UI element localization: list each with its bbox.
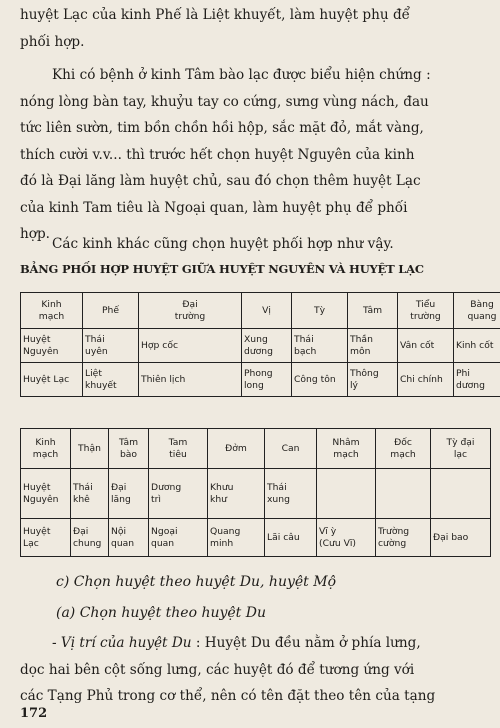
table-header-cell (71, 429, 109, 469)
table-2-row-lac (21, 519, 491, 557)
paragraph-3 (20, 231, 484, 258)
cell-text-line: Quang (210, 525, 241, 537)
cell-text-line: Đại bao (433, 531, 469, 543)
lead-term: - Vị trí của huyệt Du (52, 635, 192, 651)
cell-text-line: quang (467, 310, 497, 322)
table-header-cell (139, 293, 242, 329)
table-cell (292, 363, 348, 397)
text-line: đó là Đại lăng làm huyệt chủ, sau đó chọn thêm huyệt Lạc (20, 173, 421, 189)
cell-text-line: quan (111, 537, 135, 549)
table-header-cell (83, 293, 139, 329)
cell-text-line: trì (151, 493, 161, 505)
cell-text-line: Phế (101, 304, 120, 316)
cell-text-line: Tỳ (313, 304, 326, 316)
table-header-cell (242, 293, 292, 329)
cell-text-line: quan (151, 537, 175, 549)
table-cell (139, 329, 242, 363)
cell-text-line: Huyệt (23, 333, 51, 345)
cell-text-line: Thần (350, 333, 373, 345)
table-header-cell (431, 429, 491, 469)
cell-text-line: mạch (390, 448, 416, 460)
cell-text-line: Nhâm (332, 436, 360, 448)
table-header-cell (376, 429, 431, 469)
cell-text-line: Đại (73, 525, 89, 537)
text-fragment: : Huyệt Du đều nằm ở phía lưng, (191, 635, 421, 651)
cell-text-line: Huyệt Lạc (23, 373, 70, 385)
table-1-row-lac (21, 363, 500, 397)
table-cell (71, 519, 109, 557)
cell-text-line: Đại (111, 481, 127, 493)
table-cell (109, 469, 149, 519)
cell-text-line: Tâm (362, 304, 383, 316)
table-cell (21, 519, 71, 557)
cell-text-line: bào (119, 448, 138, 460)
table-cell (149, 519, 208, 557)
table-caption: BẢNG PHỐI HỢP HUYỆT GIỮA HUYỆT NGUYÊN VÀ HUYỆT LẠC (20, 262, 424, 276)
text-line: của kinh Tam tiêu là Ngoại quan, làm huyệt phụ để phối (20, 199, 408, 216)
text-line: phối hợp. (20, 33, 85, 50)
cell-text-line: Thái (85, 333, 105, 345)
text-line: tức liên sườn, tim bồn chồn hồi hộp, sắc mặt đỏ, mắt vàng, (20, 120, 424, 136)
cell-text-line: Đởm (225, 442, 247, 454)
cell-text-line: Phong (244, 367, 273, 379)
cell-text-line: mạch (32, 448, 59, 460)
cell-text-line: (Cưu Vĩ) (319, 537, 356, 549)
table-cell (242, 329, 292, 363)
cell-text-line: trường (410, 310, 441, 322)
cell-text-line: mạch (38, 310, 65, 322)
cell-text-line: cường (378, 537, 407, 549)
cell-text-line: Lạc (23, 537, 39, 549)
text-line: hợp. (20, 226, 50, 242)
table-2-row-nguyen (21, 469, 491, 519)
table-header-cell (454, 293, 500, 329)
table-header-cell (208, 429, 265, 469)
table-cell (431, 519, 491, 557)
cell-text-line: Công tôn (294, 373, 336, 385)
cell-text-line: uyên (85, 345, 108, 357)
cell-text-line: Tam (168, 436, 188, 448)
table-header-cell (292, 293, 348, 329)
table-cell (265, 469, 317, 519)
paragraph-4 (20, 630, 484, 710)
cell-text-line: Thái (267, 481, 287, 493)
cell-text-line: xung (267, 493, 290, 505)
cell-text-line: Can (281, 442, 300, 454)
text-line: Các kinh khác cũng chọn huyệt phối hợp như vậy. (52, 236, 394, 252)
cell-text-line: mạch (333, 448, 359, 460)
cell-text-line: Huyệt (23, 525, 51, 537)
cell-text-line: Xung (244, 333, 268, 345)
cell-text-line: Tâm (118, 436, 139, 448)
table-cell (398, 363, 454, 397)
cell-text-line: minh (210, 537, 234, 549)
table-cell (139, 363, 242, 397)
cell-text-line: Huyệt (23, 481, 51, 493)
table-1-row-nguyen (21, 329, 500, 363)
cell-text-line: Vĩ ỳ (319, 525, 337, 537)
table-cell (376, 469, 431, 519)
cell-text-line: Đại (182, 298, 198, 310)
cell-text-line: Tỳ đại (446, 436, 475, 448)
page-number: 172 (20, 706, 48, 721)
table-cell (454, 363, 500, 397)
table-cell (109, 519, 149, 557)
table-cell (208, 519, 265, 557)
table-header-cell (21, 429, 71, 469)
table-1-header-row (21, 293, 500, 329)
cell-text-line: Nội (111, 525, 127, 537)
table-cell (21, 469, 71, 519)
cell-text-line: lạc (453, 448, 468, 460)
cell-text-line: Chi chính (400, 373, 443, 385)
cell-text-line: Thái (73, 481, 93, 493)
text-line: dọc hai bên cột sống lưng, các huyệt đó để tương ứng với (20, 661, 415, 678)
table-cell (208, 469, 265, 519)
table-cell (83, 363, 139, 397)
table-cell (454, 329, 500, 363)
cell-text-line: Thái (294, 333, 314, 345)
table-header-cell (398, 293, 454, 329)
cell-text-line: Nguyên (23, 345, 59, 357)
table-cell (83, 329, 139, 363)
text-line: các Tạng Phủ trong cơ thể, nên có tên đặt theo tên của tạng (20, 688, 436, 704)
table-2-header-row (21, 429, 491, 469)
table-cell (71, 469, 109, 519)
cell-text-line: Phi (456, 367, 470, 379)
table-cell (21, 363, 83, 397)
section-heading-a: (a) Chọn huyệt theo huyệt Du (56, 605, 266, 621)
cell-text-line: bạch (294, 345, 317, 357)
table-cell (376, 519, 431, 557)
cell-text-line: Tiểu (415, 298, 436, 310)
cell-text-line: Ngoại (151, 525, 178, 537)
cell-text-line: dương (244, 345, 273, 357)
cell-text-line: khuyết (85, 379, 117, 391)
table-cell (317, 519, 376, 557)
paragraph-2 (20, 62, 484, 248)
cell-text-line: Vị (262, 304, 271, 316)
cell-text-line: Thiên lịch (141, 373, 186, 385)
table-header-cell (109, 429, 149, 469)
cell-text-line: long (244, 379, 264, 391)
text-line: nóng lòng bàn tay, khuỷu tay co cứng, sưng vùng nách, đau (20, 93, 429, 110)
table-cell (242, 363, 292, 397)
cell-text-line: Nguyên (23, 493, 59, 505)
cell-text-line: Thông (350, 367, 379, 379)
table-cell (149, 469, 208, 519)
table-header-cell (149, 429, 208, 469)
table-header-cell (21, 293, 83, 329)
table-cell (21, 329, 83, 363)
cell-text-line: Liệt (85, 367, 102, 379)
cell-text-line: dương (456, 379, 485, 391)
cell-text-line: Bàng (470, 298, 494, 310)
table-cell (317, 469, 376, 519)
cell-text-line: Vân cốt (400, 339, 435, 351)
cell-text-line: trường (174, 310, 206, 322)
cell-text-line: Hợp cốc (141, 339, 179, 351)
cell-text-line: Đốc (394, 436, 412, 448)
text-line: Khi có bệnh ở kinh Tâm bào lạc được biểu hiện chứng : (52, 67, 431, 83)
cell-text-line: Kinh (41, 298, 62, 310)
table-1 (20, 292, 500, 397)
cell-text-line: Kinh (35, 436, 56, 448)
cell-text-line: chung (73, 537, 102, 549)
cell-text-line: tiêu (169, 448, 187, 460)
cell-text-line: lý (350, 379, 358, 391)
cell-text-line: môn (350, 345, 371, 357)
cell-text-line: lăng (111, 493, 131, 505)
text-line: thích cười v.v... thì trước hết chọn huyệt Nguyên của kinh (20, 146, 415, 163)
table-cell (348, 329, 398, 363)
cell-text-line: Kinh cốt (456, 339, 494, 351)
table-2 (20, 428, 491, 557)
table-header-cell (348, 293, 398, 329)
table-cell (265, 519, 317, 557)
paragraph-1 (20, 2, 484, 55)
table-cell (431, 469, 491, 519)
cell-text-line: Dương (151, 481, 182, 493)
section-heading-c: c) Chọn huyệt theo huyệt Du, huyệt Mộ (56, 574, 336, 590)
text-line (20, 630, 484, 657)
cell-text-line: Thận (78, 442, 101, 454)
cell-text-line: khư (210, 493, 227, 505)
table-cell (398, 329, 454, 363)
table-cell (348, 363, 398, 397)
text-line: huyệt Lạc của kinh Phế là Liệt khuyết, làm huyệt phụ để (20, 7, 411, 23)
cell-text-line: Lãi câu (267, 531, 300, 543)
cell-text-line: Khưu (210, 481, 234, 493)
table-cell (292, 329, 348, 363)
cell-text-line: khê (73, 493, 90, 505)
cell-text-line: Trường (378, 525, 410, 537)
table-header-cell (317, 429, 376, 469)
table-header-cell (265, 429, 317, 469)
